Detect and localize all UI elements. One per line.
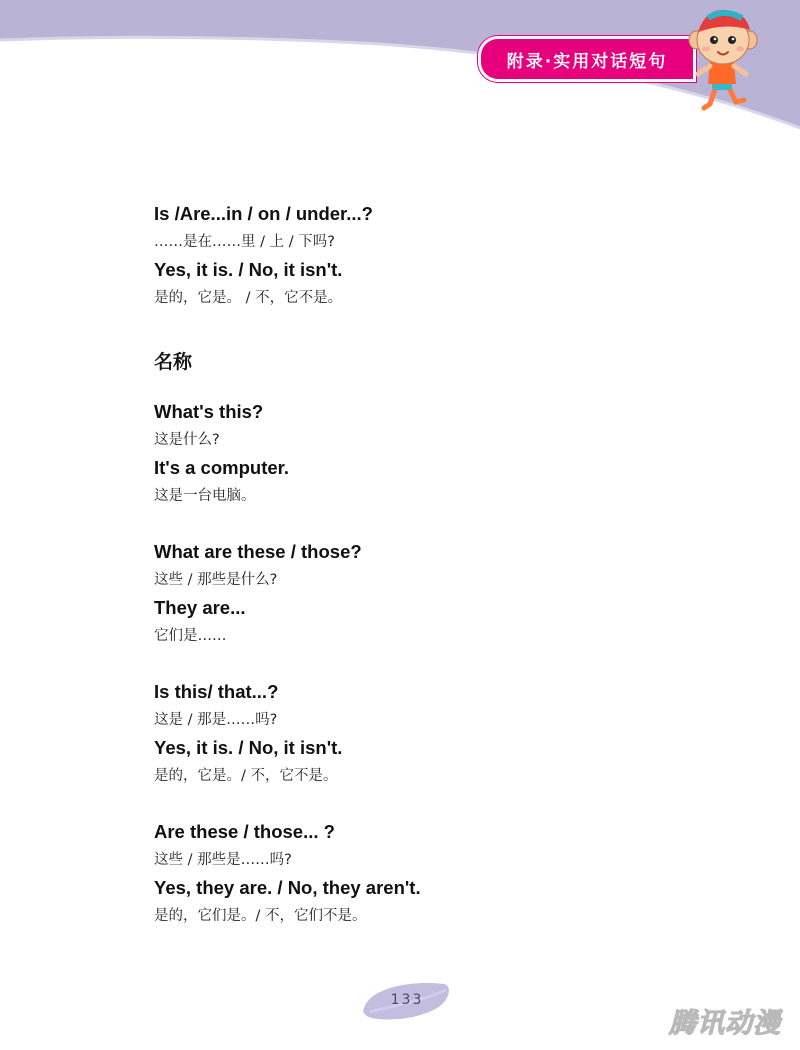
cartoon-boy-with-cap-icon bbox=[686, 4, 766, 114]
question-english: Is this/ that...? bbox=[154, 681, 279, 702]
phrase-block bbox=[154, 538, 714, 650]
answer-chinese: 它们是…… bbox=[154, 628, 227, 644]
answer-english: It's a computer. bbox=[154, 457, 289, 478]
question-chinese: 这些 / 那些是什么? bbox=[154, 572, 278, 588]
phrase-block-location bbox=[154, 200, 714, 312]
answer-english: Yes, they are. / No, they aren't. bbox=[154, 877, 421, 898]
phrase-list bbox=[154, 200, 714, 958]
answer-english: Yes, it is. / No, it isn't. bbox=[154, 259, 343, 280]
question-chinese: 这些 / 那些是……吗? bbox=[154, 852, 292, 868]
answer-chinese: 是的，它是。/ 不，它不是。 bbox=[154, 768, 338, 784]
answer-english: They are... bbox=[154, 597, 246, 618]
section-header-label: 附录·实用对话短句 bbox=[506, 51, 668, 72]
answer-english: Yes, it is. / No, it isn't. bbox=[154, 737, 343, 758]
question-english: Are these / those... ? bbox=[154, 821, 335, 842]
answer-chinese: 这是一台电脑。 bbox=[154, 488, 256, 504]
tencent-comics-watermark: 腾讯动漫 bbox=[669, 1007, 781, 1039]
question-english: What are these / those? bbox=[154, 541, 362, 562]
answer-chinese: 是的，它是。 / 不，它不是。 bbox=[154, 290, 343, 306]
question-chinese: ……是在……里 / 上 / 下吗? bbox=[154, 234, 335, 250]
question-english: What's this? bbox=[154, 401, 264, 422]
answer-chinese: 是的，它们是。/ 不，它们不是。 bbox=[154, 908, 367, 924]
question-english: Is /Are...in / on / under...? bbox=[154, 203, 373, 224]
question-chinese: 这是 / 那是……吗? bbox=[154, 712, 278, 728]
phrase-block bbox=[154, 398, 714, 510]
section-header-tab bbox=[478, 36, 696, 82]
phrase-block bbox=[154, 678, 714, 790]
section-title: 名称 bbox=[154, 351, 193, 373]
page-number: 133 bbox=[390, 992, 424, 1008]
phrase-block bbox=[154, 818, 714, 930]
question-chinese: 这是什么? bbox=[154, 432, 220, 448]
